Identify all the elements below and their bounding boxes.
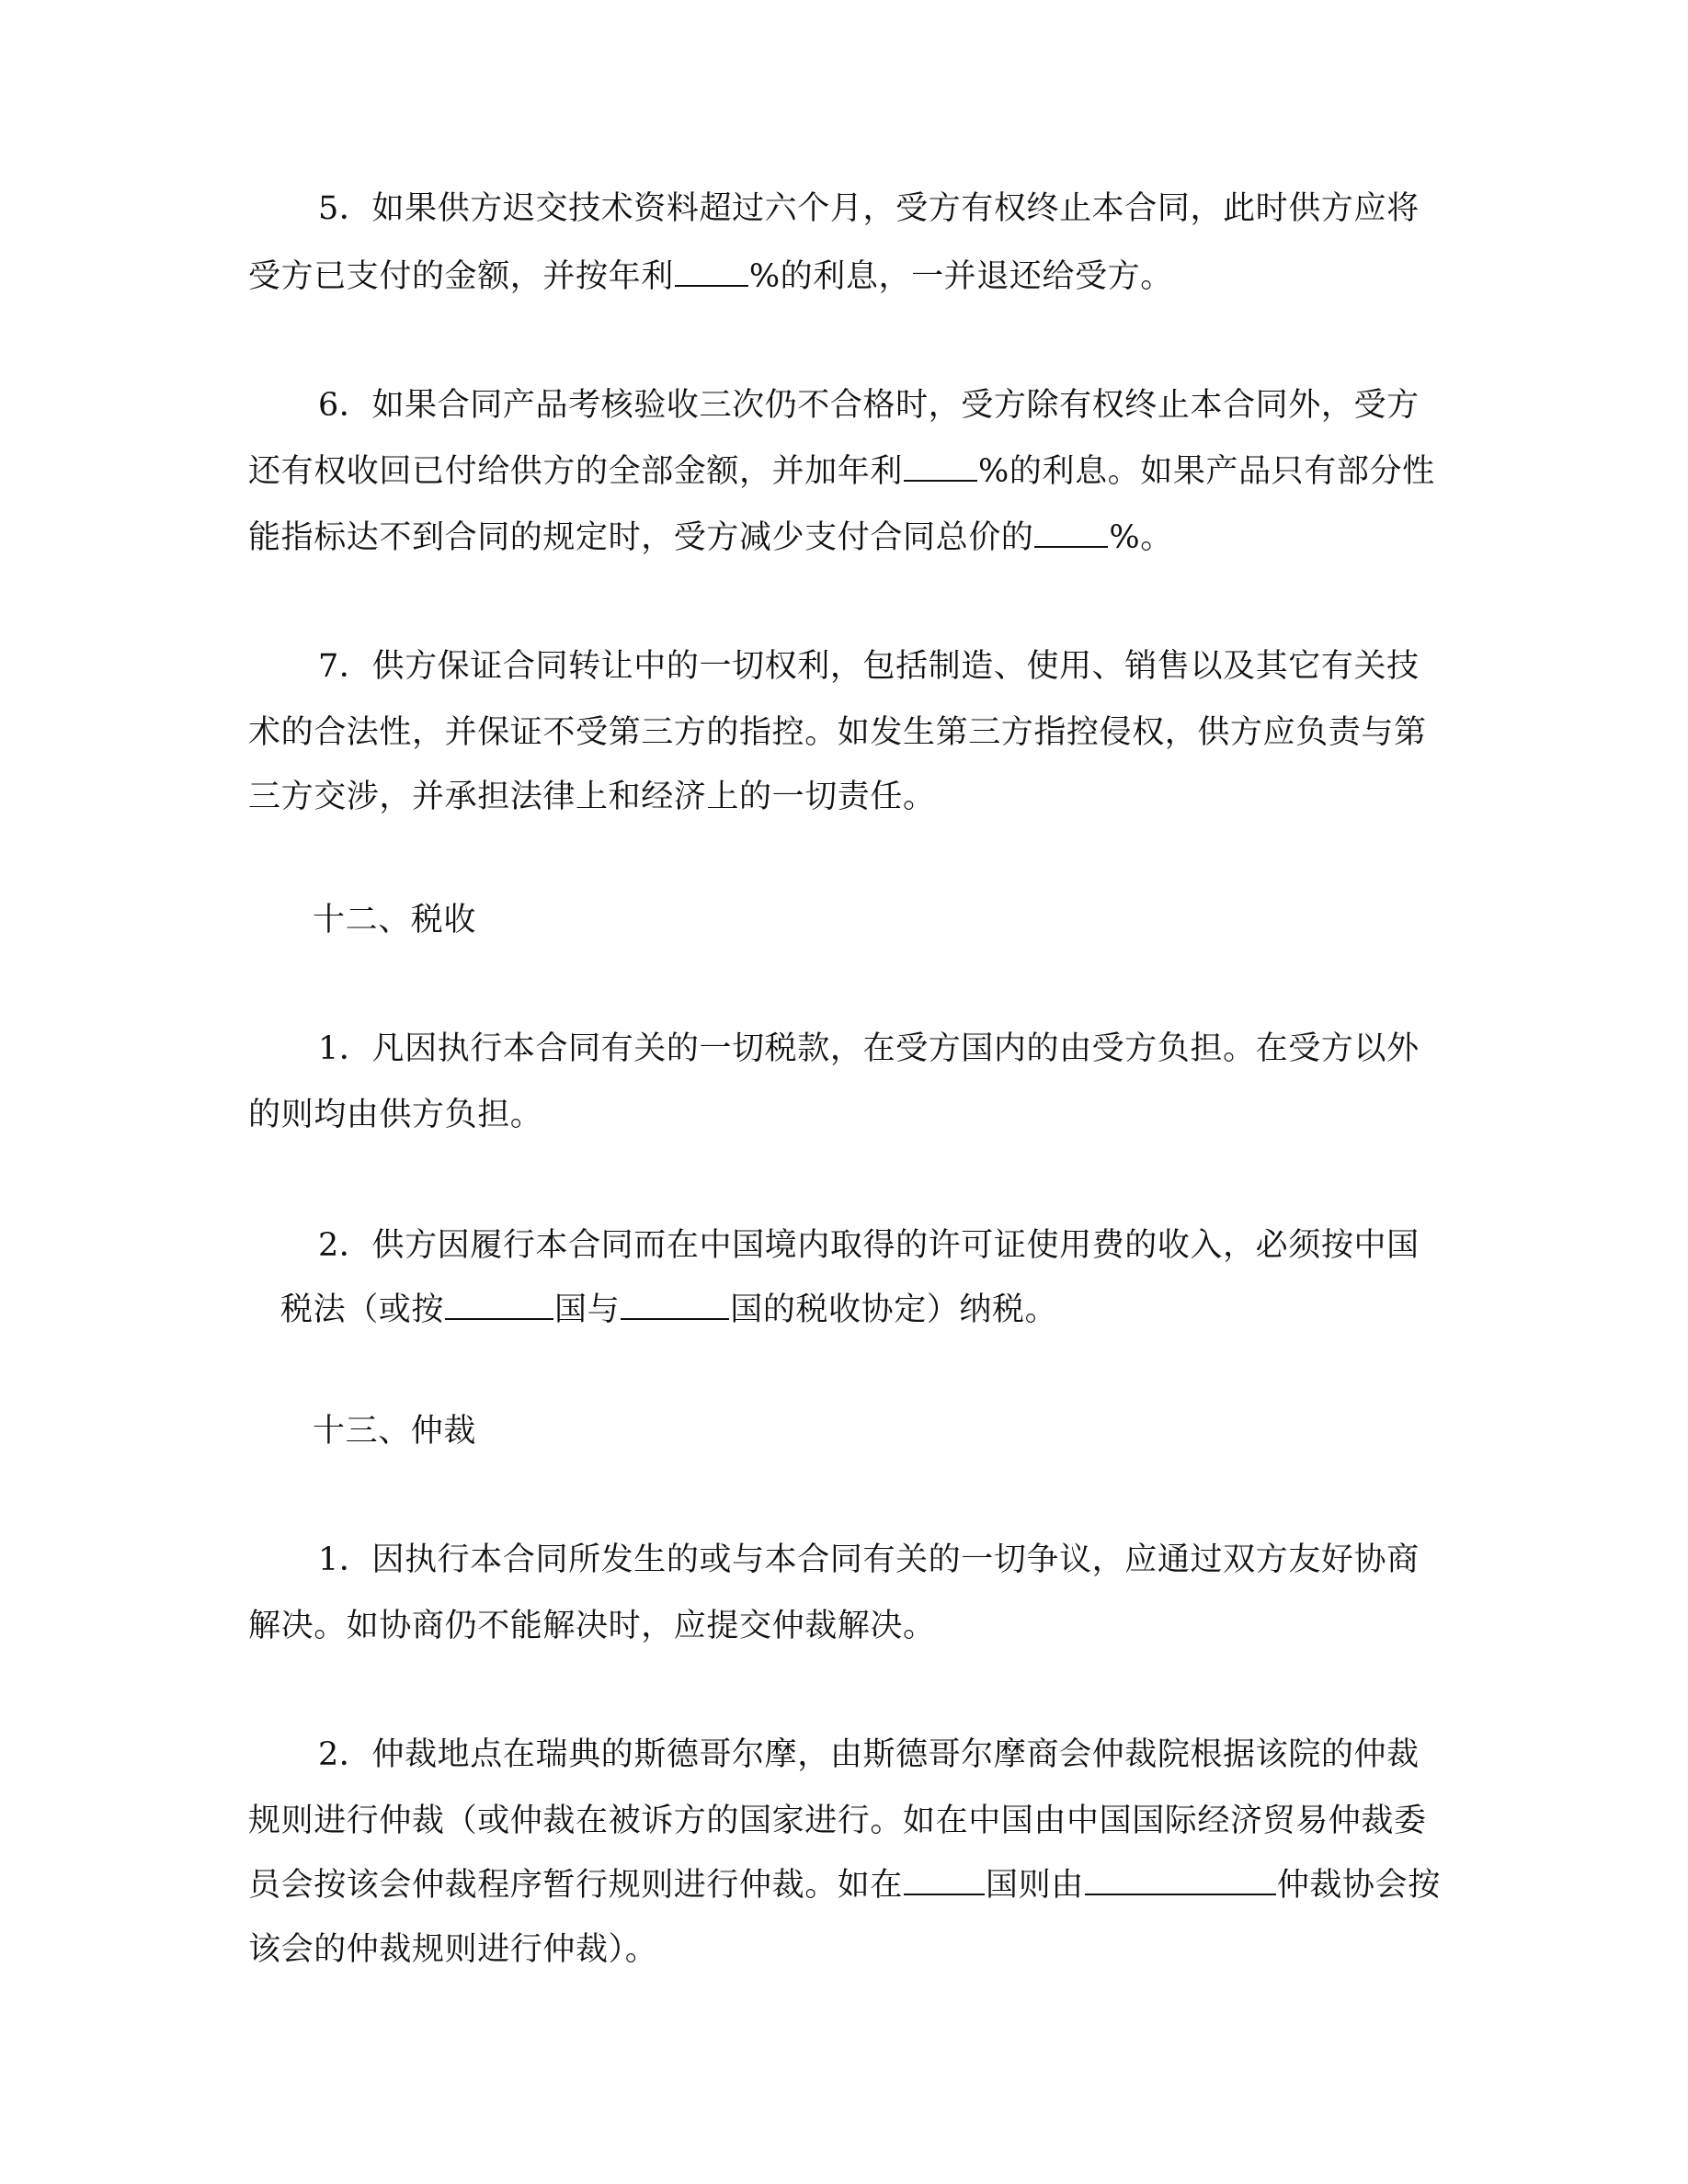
arb1-text-1: 1．因执行本合同所发生的或与本合同有关的一切争议，应通过双方友好协商	[318, 1541, 1420, 1578]
p7-line-2	[248, 710, 1427, 756]
refund-interest-blank	[904, 452, 977, 482]
p5-line-2	[248, 254, 1173, 300]
p6-text-2b: %的利息。如果产品只有部分性	[978, 453, 1435, 490]
p7-text-1: 7．供方保证合同转让中的一切权利，包括制造、使用、销售以及其它有关技	[318, 648, 1420, 685]
p5-line-1	[318, 186, 1420, 232]
section-13-heading	[313, 1408, 476, 1454]
arb2-line-3	[248, 1862, 1441, 1908]
interest-rate-blank	[675, 257, 748, 287]
arb2-text-4: 该会的仲裁规则进行仲裁）。	[248, 1931, 658, 1968]
country-b-blank	[621, 1291, 729, 1320]
tax2-line-1	[318, 1223, 1420, 1268]
p7-text-3: 三方交涉，并承担法律上和经济上的一切责任。	[248, 779, 936, 815]
arbitration-body-blank	[1085, 1866, 1276, 1895]
arb2-text-2: 规则进行仲裁（或仲裁在被诉方的国家进行。如在中国由中国国际经济贸易仲裁委	[248, 1803, 1427, 1839]
arb2-text-1: 2．仲裁地点在瑞典的斯德哥尔摩，由斯德哥尔摩商会仲裁院根据该院的仲裁	[318, 1736, 1420, 1773]
arb1-line-2	[248, 1603, 936, 1649]
p5-text-2a: 受方已支付的金额，并按年利	[248, 258, 674, 295]
tax2-line-2	[280, 1287, 1057, 1333]
p7-text-2: 术的合法性，并保证不受第三方的指控。如发生第三方指控侵权，供方应负责与第	[248, 714, 1427, 751]
arb2-text-3b: 国则由	[986, 1867, 1084, 1904]
p6-text-3b: %。	[1109, 519, 1173, 556]
section-13-title: 十三、仲裁	[313, 1413, 477, 1450]
p7-line-1	[318, 643, 1420, 689]
arb1-text-2: 解决。如协商仍不能解决时，应提交仲裁解决。	[248, 1608, 936, 1644]
tax1-line-1	[318, 1026, 1420, 1072]
arbitration-country-blank	[904, 1866, 985, 1895]
arb2-text-3a: 员会按该会仲裁程序暂行规则进行仲裁。如在	[248, 1867, 904, 1904]
section-12-heading	[313, 897, 476, 943]
country-a-blank	[445, 1291, 553, 1320]
p6-text-2a: 还有权收回已付给供方的全部金额，并加年利	[248, 453, 904, 490]
tax1-text-1: 1．凡因执行本合同有关的一切税款，在受方国内的由受方负担。在受方以外	[318, 1030, 1420, 1067]
p5-text-2b: %的利息，一并退还给受方。	[748, 258, 1173, 295]
tax1-line-2	[248, 1092, 542, 1138]
tax2-text-2b: 国与	[554, 1291, 621, 1328]
arb2-line-4	[248, 1927, 657, 1973]
p5-text-1: 5．如果供方迟交技术资料超过六个月，受方有权终止本合同，此时供方应将	[318, 190, 1420, 227]
arb1-line-1	[318, 1537, 1420, 1583]
p7-line-3	[248, 774, 936, 820]
tax1-text-2: 的则均由供方负担。	[248, 1097, 543, 1133]
arb2-line-1	[318, 1732, 1420, 1778]
p6-text-1: 6．如果合同产品考核验收三次仍不合格时，受方除有权终止本合同外，受方	[318, 387, 1420, 424]
arb2-text-3c: 仲裁协会按	[1276, 1867, 1441, 1904]
tax2-text-1: 2．供方因履行本合同而在中国境内取得的许可证使用费的收入，必须按中国	[318, 1227, 1420, 1264]
p6-text-3a: 能指标达不到合同的规定时，受方减少支付合同总价的	[248, 519, 1034, 556]
arb2-line-2	[248, 1798, 1427, 1844]
price-reduction-blank	[1034, 518, 1108, 548]
p6-line-1	[318, 382, 1420, 428]
p6-line-3	[248, 515, 1173, 561]
tax2-text-2a: 税法（或按	[280, 1291, 445, 1328]
section-12-title: 十二、税收	[313, 902, 477, 938]
tax2-text-2c: 国的税收协定）纳税。	[730, 1291, 1058, 1328]
p6-line-2	[248, 449, 1435, 495]
